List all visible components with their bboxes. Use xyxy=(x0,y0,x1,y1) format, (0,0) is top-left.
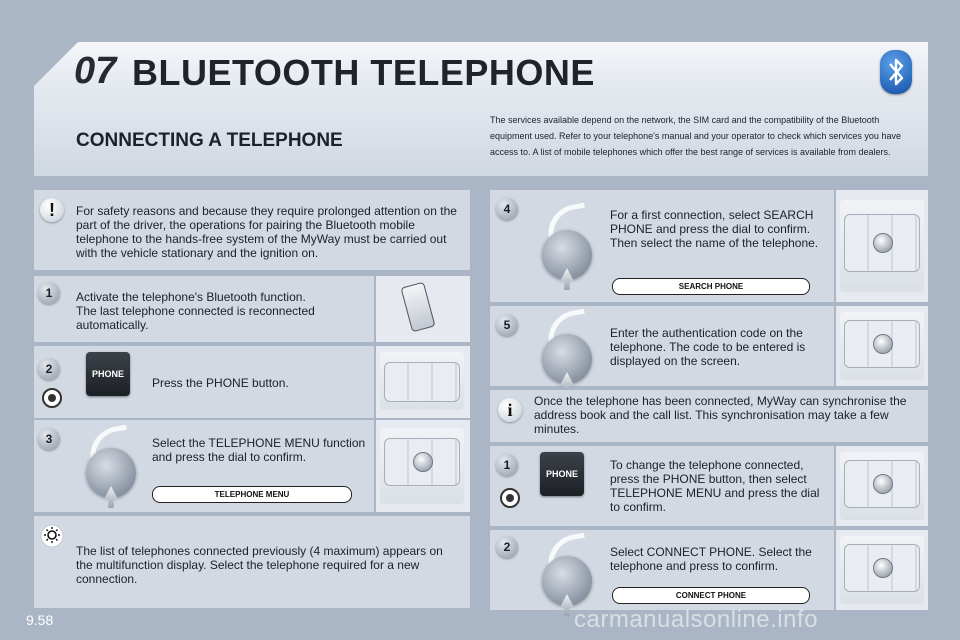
menu-label-pill: SEARCH PHONE xyxy=(612,278,810,295)
radio-unit-image xyxy=(840,452,924,520)
tip-text: The list of telephones connected previously (4 maximum) appears on the multifunction display. Select the telephone required for a new connection. xyxy=(76,544,443,586)
step-5-text: Enter the authentication code on the telephone. The code to be entered is displayed on the screen. xyxy=(610,326,806,368)
dial-icon xyxy=(542,334,592,384)
lightbulb-icon xyxy=(40,524,64,548)
dial-icon xyxy=(542,230,592,280)
info-icon: i xyxy=(498,398,522,422)
phone-key-icon: PHONE xyxy=(86,352,130,396)
radio-unit-image xyxy=(380,428,464,504)
warning-icon: ! xyxy=(40,198,64,222)
radio-unit-image xyxy=(380,352,464,410)
button-icon xyxy=(42,388,62,408)
menu-label-pill: TELEPHONE MENU xyxy=(152,486,352,503)
page-title: BLUETOOTH TELEPHONE xyxy=(132,52,595,93)
chapter-number: 07 xyxy=(74,50,117,92)
step-number: 1 xyxy=(496,454,518,476)
step-b2-text: Select CONNECT PHONE. Select the telephone and press to confirm. xyxy=(610,545,812,573)
dial-icon xyxy=(542,556,592,606)
phone-key-icon: PHONE xyxy=(540,452,584,496)
safety-text: For safety reasons and because they require prolonged attention on the part of the driver, the operations for pairing the Bluetooth mobile telephone to the hands-free system of the MyWay must be carried out with the vehicle stationary and the ignition on. xyxy=(76,204,457,260)
menu-label-pill: CONNECT PHONE xyxy=(612,587,810,604)
radio-unit-image xyxy=(840,200,924,292)
watermark: carmanualsonline.info xyxy=(574,606,818,633)
page-number: 9.58 xyxy=(26,612,54,628)
step-number: 4 xyxy=(496,198,518,220)
step-b1-text: To change the telephone connected, press the PHONE button, then select TELEPHONE MENU and press the dial to confirm. xyxy=(610,458,820,514)
radio-unit-image xyxy=(840,312,924,380)
step-number: 5 xyxy=(496,314,518,336)
step-2-text: Press the PHONE button. xyxy=(152,376,289,390)
intro-text: The services available depend on the network, the SIM card and the compatibility of the Bluetooth equipment used. Refer to your telephone's manual and your operator to check which services you have access to. A list of mobile telephones which offer the best range of services is available from dealers. xyxy=(490,115,901,157)
dial-icon xyxy=(86,448,136,498)
step-number: 3 xyxy=(38,428,60,450)
step-number: 2 xyxy=(38,358,60,380)
step-1-text: Activate the telephone's Bluetooth function. The last telephone connected is reconnected automatically. xyxy=(76,290,315,332)
step-3-text: Select the TELEPHONE MENU function and press the dial to confirm. xyxy=(152,436,366,464)
radio-unit-image xyxy=(840,536,924,604)
step-number: 1 xyxy=(38,282,60,304)
button-icon xyxy=(500,488,520,508)
info-text: Once the telephone has been connected, MyWay can synchronise the address book and the call list. This synchronisation may take a few minutes. xyxy=(534,394,907,436)
step-number: 2 xyxy=(496,536,518,558)
section-title: CONNECTING A TELEPHONE xyxy=(76,130,343,151)
step-4-text: For a first connection, select SEARCH PHONE and press the dial to confirm. Then select the name of the telephone. xyxy=(610,208,819,250)
bluetooth-icon xyxy=(880,50,912,94)
